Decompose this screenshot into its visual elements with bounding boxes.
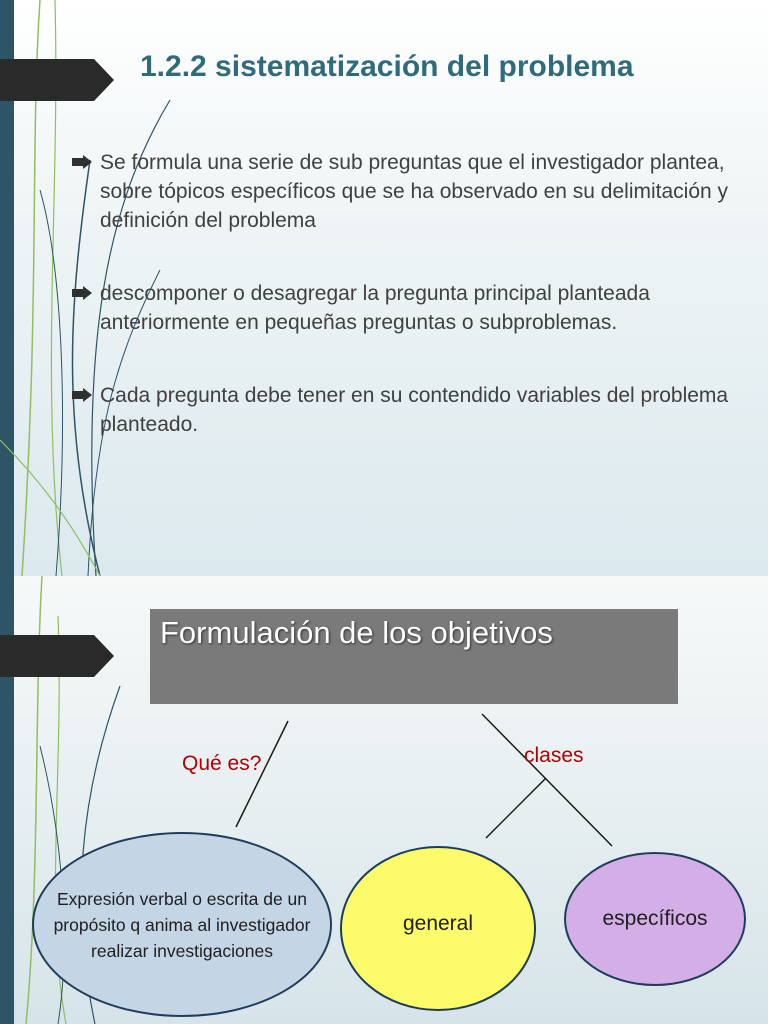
bullet-item — [72, 279, 742, 337]
slide-title: 1.2.2 sistematización del problema — [140, 50, 634, 83]
arrow-right-bullet-icon — [72, 286, 92, 300]
bullet-text: descomponer o desagregar la pregunta principal planteada anteriormente en pequeñas preguntas o subproblemas. — [100, 282, 650, 334]
slide-title: Formulación de los objetivos — [160, 615, 553, 650]
bullet-list — [72, 148, 742, 439]
definition-text: Expresión verbal o escrita de un propósito q anima al investigador realizar investigaciones — [53, 888, 311, 961]
especificos-label: específicos — [602, 907, 708, 930]
bullet-text: Se formula una serie de sub preguntas que el investigador plantea, sobre tópicos específicos que se ha observado en su delimitación y definición del problema — [100, 151, 729, 232]
bullet-item — [72, 381, 742, 439]
arrow-right-bullet-icon — [72, 155, 92, 169]
arrow-right-bullet-icon — [72, 388, 92, 402]
que-es-label: Qué es? — [182, 752, 262, 775]
general-label: general — [402, 911, 474, 935]
especificos-ellipse — [564, 852, 746, 986]
general-ellipse — [340, 846, 536, 1011]
slide-objetivos — [0, 576, 768, 1024]
definition-ellipse — [32, 832, 332, 1017]
bullet-text: Cada pregunta debe tener en su contendido variables del problema planteado. — [100, 384, 729, 436]
title-tab-arrow — [0, 59, 114, 101]
clases-label: clases — [524, 744, 584, 767]
bullet-item — [72, 148, 742, 235]
